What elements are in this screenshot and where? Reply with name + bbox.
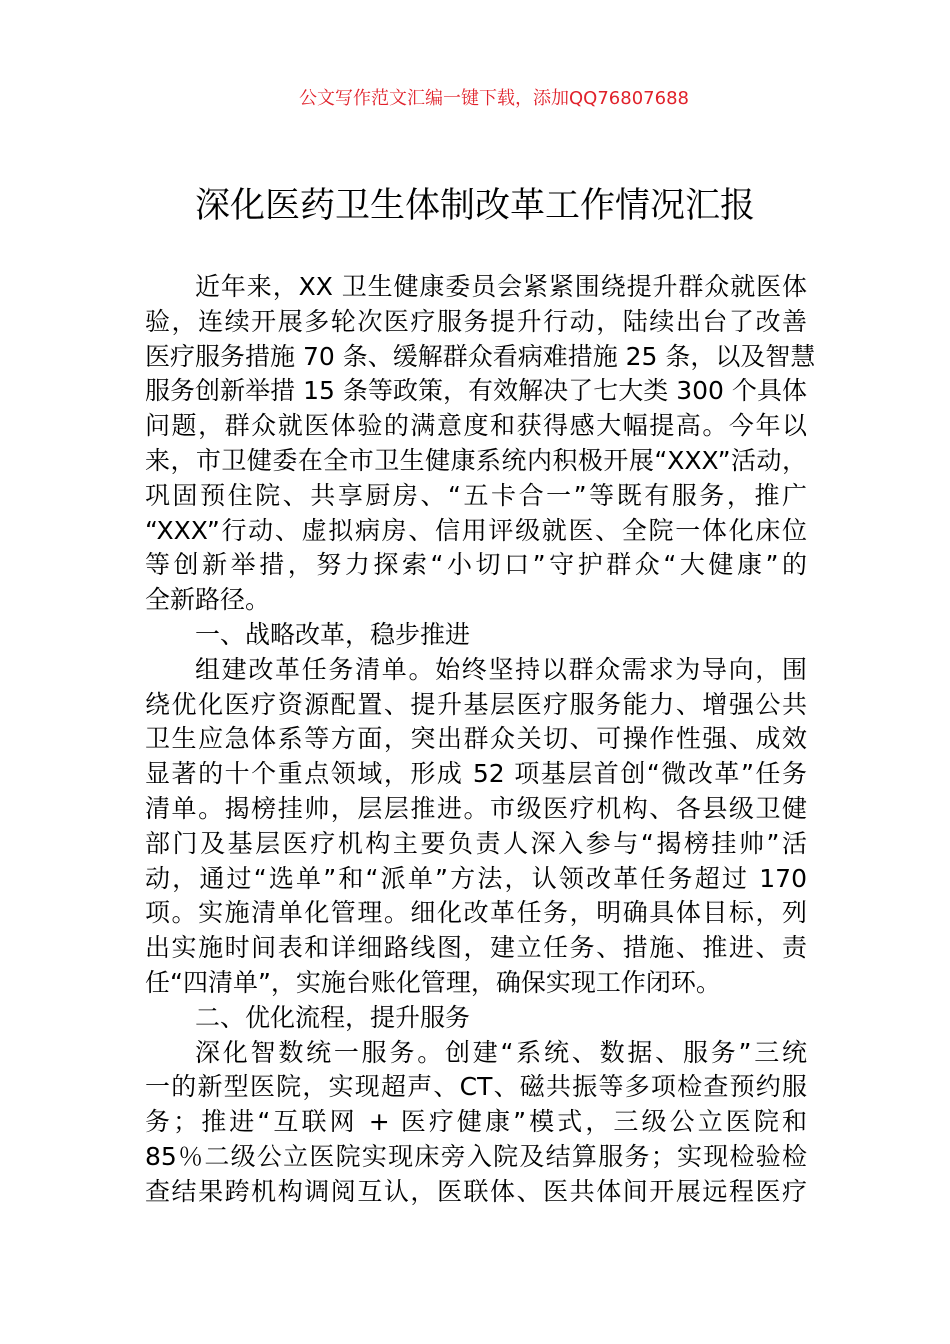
paragraph-line: 等创新举措，努力探索“小切口”守护群众“大健康”的	[145, 550, 807, 580]
paragraph-line: “XXX”行动、虚拟病房、信用评级就医、全院一体化床位	[145, 515, 807, 545]
paragraph-line: 一的新型医院，实现超声、CT、磁共振等多项检查预约服	[145, 1072, 807, 1102]
paragraph-line: 深化智数统一服务。创建“系统、数据、服务”三统	[195, 1037, 807, 1067]
paragraph-line: 验，连续开展多轮次医疗服务提升行动，陆续出台了改善	[145, 306, 807, 336]
paragraph-line: 清单。揭榜挂帅，层层推进。市级医疗机构、各县级卫健	[145, 793, 807, 823]
paragraph-line: 任“四清单”，实施台账化管理，确保实现工作闭环。	[145, 967, 721, 997]
paragraph-line: 动，通过“选单”和“派单”方法，认领改革任务超过 170	[145, 863, 807, 893]
paragraph-line: 问题，群众就医体验的满意度和获得感大幅提高。今年以	[145, 411, 807, 441]
paragraph-line: 项。实施清单化管理。细化改革任务，明确具体目标，列	[145, 898, 807, 928]
paragraph-line: 查结果跨机构调阅互认，医联体、医共体间开展远程医疗	[145, 1176, 807, 1206]
paragraph-line: 巩固预住院、共享厨房、“五卡合一”等既有服务，推广	[145, 480, 807, 510]
section-heading: 二、优化流程，提升服务	[195, 1002, 471, 1032]
paragraph-line: 显著的十个重点领域，形成 52 项基层首创“微改革”任务	[145, 759, 807, 789]
paragraph-line: 来，市卫健委在全市卫生健康系统内积极开展“XXX”活动，	[145, 445, 807, 475]
paragraph-line: 绕优化医疗资源配置、提升基层医疗服务能力、增强公共	[145, 689, 807, 719]
section-heading: 一、战略改革，稳步推进	[195, 619, 471, 649]
paragraph-line: 部门及基层医疗机构主要负责人深入参与“揭榜挂帅”活	[145, 828, 807, 858]
paragraph-line: 服务创新举措 15 条等政策，有效解决了七大类 300 个具体	[145, 376, 807, 406]
paragraph-line: 近年来，XX 卫生健康委员会紧紧围绕提升群众就医体	[195, 272, 807, 301]
paragraph-line: 出实施时间表和详细路线图，建立任务、措施、推进、责	[145, 933, 807, 963]
document-body	[145, 270, 816, 1210]
paragraph-line: 务；推进“互联网 + 医疗健康”模式，三级公立医院和	[145, 1107, 807, 1137]
paragraph-line: 组建改革任务清单。始终坚持以群众需求为导向，围	[195, 654, 807, 684]
paragraph-line: 卫生应急体系等方面，突出群众关切、可操作性强、成效	[145, 724, 807, 754]
paragraph-line: 85％二级公立医院实现床旁入院及结算服务；实现检验检	[145, 1141, 807, 1171]
paragraph-line: 医疗服务措施 70 条、缓解群众看病难措施 25 条，以及智慧	[145, 341, 816, 371]
document-title: 深化医药卫生体制改革工作情况汇报	[194, 186, 755, 226]
header-watermark-note: 公文写作范文汇编一键下载，添加QQ76807688	[299, 88, 689, 109]
paragraph-line: 全新路径。	[145, 585, 271, 615]
